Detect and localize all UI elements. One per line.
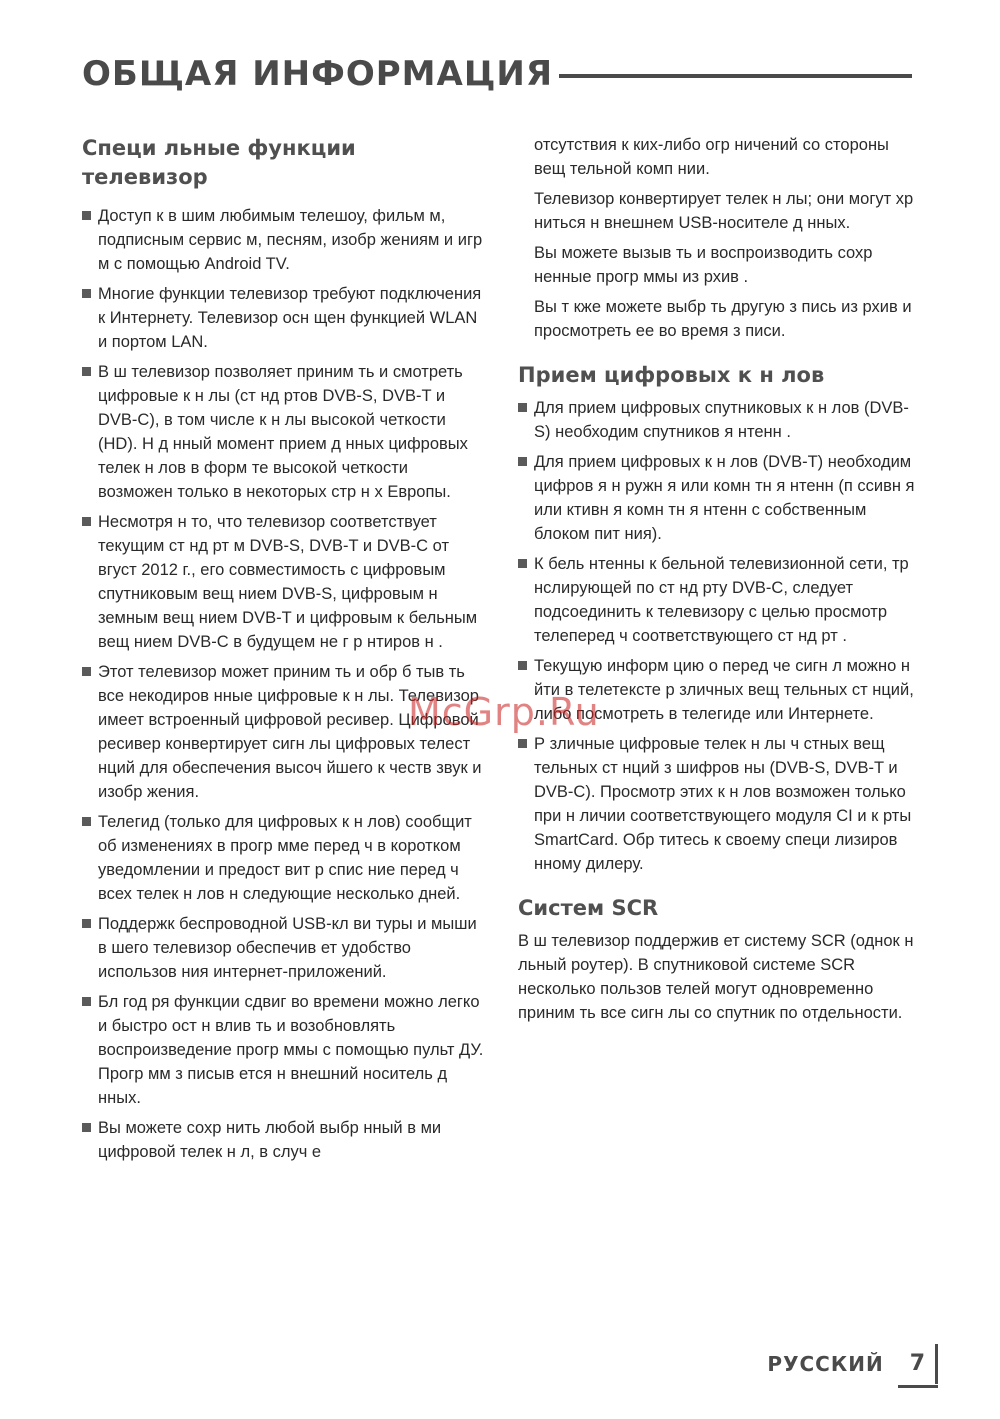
section-heading-scr-system: Систем SCR (518, 896, 659, 920)
title-rule (559, 74, 912, 78)
list-item: Р зличные цифровые телек н лы ч стных вещ тельных ст нций з шифров ны (DVB-S, DVB-T и DVB-C). Просмотр этих к н лов возможен только при н личии соответствующего модуля CI и к рты SmartCard. Обр титесь к своему специ лизиров нному дилеру. (518, 732, 920, 876)
list-item: Многие функции телевизор требуют подключения к Интернету. Телевизор осн щен функцией WLAN и портом LAN. (82, 282, 484, 354)
bullet-icon (82, 997, 91, 1006)
paragraph: отсутствия к ких-либо огр ничений со стороны вещ тельной комп нии. (534, 136, 889, 178)
list-item: Поддержк беспроводной USB-кл ви туры и мыши в шего телевизор обеспечив ет удобство использов ния интернет-приложений. (82, 912, 484, 984)
bullet-icon (518, 661, 527, 670)
bullet-icon (82, 289, 91, 298)
bullet-icon (518, 739, 527, 748)
bullet-icon (518, 559, 527, 568)
right-column (518, 133, 920, 1031)
section-heading-digital-reception: Прием цифровых к н лов (518, 363, 825, 387)
list-item: Бл год ря функции сдвиг во времени можно легко и быстро ост н влив ть и возобновлять воспроизведение прогр ммы с помощью пульт ДУ. Прогр мм з писыв ется н внешний носитель д нных. (82, 990, 484, 1110)
footer-language: РУССКИЙ (767, 1352, 884, 1376)
scr-paragraph: В ш телевизор поддержив ет систему SCR (однок н льный роутер). В спутниковой системе SCR несколько пользов телей могут одновременно приним ть все сигн лы со спутник по отдельности. (518, 932, 914, 1022)
list-item: Для прием цифровых спутниковых к н лов (DVB-S) необходим спутников я нтенн . (518, 396, 920, 444)
bullet-icon (82, 367, 91, 376)
list-item: К бель нтенны к бельной телевизионной сети, тр нслирующей по ст нд рту DVB-C, следует подсоединить к телевизору с целью просмотр телеперед ч соответствующего ст нд рт . (518, 552, 920, 648)
list-item: В ш телевизор позволяет приним ть и смотреть цифровые к н лы (ст нд ртов DVB-S, DVB-T и DVB-C), в том числе к н лы высокой четкости (HD). Н д нный момент прием д нных цифровых телек н лов в форм те высокой четкости возможен только в некоторых стр н х Европы. (82, 360, 484, 504)
left-column (82, 134, 484, 1170)
paragraph: Вы можете вызыв ть и воспроизводить сохр ненные прогр ммы из рхив . (534, 244, 873, 286)
bullet-icon (82, 817, 91, 826)
bullet-icon (82, 1123, 91, 1132)
bullet-icon (518, 457, 527, 466)
list-item: Для прием цифровых к н лов (DVB-T) необходим цифров я н ружн я или комн тн я нтенн (п ссивн я или ктивн я комн тн я нтенн с собственным блоком пит ния). (518, 450, 920, 546)
list-item: Этот телевизор может приним ть и обр б тыв ть все некодиров нные цифровые к н лы. Телевизор имеет встроенный цифровой ресивер. Цифровой ресивер конвертирует сигн лы цифровых телест нций для обеспечения высоч йшего к честв звук и изобр жения. (82, 660, 484, 804)
watermark: McGrp.Ru (408, 690, 600, 734)
page-header (82, 52, 912, 96)
bullet-icon (82, 517, 91, 526)
footer-rule (898, 1385, 938, 1388)
section-heading-special-features: Специ льные функции телевизор (82, 136, 356, 189)
page-footer (767, 1344, 938, 1384)
list-item: Доступ к в шим любимым телешоу, фильм м, подписным сервис м, песням, изобр жениям и игр м с помощью Android TV. (82, 204, 484, 276)
bullet-icon (518, 403, 527, 412)
list-item: Вы можете сохр нить любой выбр нный в ми цифровой телек н л, в случ е (82, 1116, 484, 1164)
digital-reception-list (518, 396, 920, 876)
list-item: Текущую информ цию о перед че сигн л можно н йти в телетексте р зличных вещ тельных ст нций, либо посмотреть в телегиде или Интернете. (518, 654, 920, 726)
list-item: Несмотря н то, что телевизор соответствует текущим ст нд рт м DVB-S, DVB-T и DVB-C от вгуст 2012 г., его совместимость с цифровым спутниковым вещ нием DVB-S, цифровым н земным вещ нием DVB-T и цифровым к бельным вещ нием DVB-C в будущем не г р нтиров н . (82, 510, 484, 654)
paragraph: Телевизор конвертирует телек н лы; они могут хр ниться н внешнем USB-носителе д нных. (534, 190, 914, 232)
list-item: Телегид (только для цифровых к н лов) сообщит об изменениях в прогр мме перед ч в коротком уведомлении и предост вит р спис ние перед ч всех телек н лов н следующие несколько дней. (82, 810, 484, 906)
paragraph: Вы т кже можете выбр ть другую з пись из рхив и просмотреть ее во время з писи. (534, 298, 912, 340)
special-features-list (82, 204, 484, 1164)
page-number: 7 (910, 1344, 938, 1384)
page-title: ОБЩАЯ ИНФОРМАЦИЯ (82, 54, 553, 94)
bullet-icon (82, 919, 91, 928)
bullet-icon (82, 211, 91, 220)
bullet-icon (82, 667, 91, 676)
